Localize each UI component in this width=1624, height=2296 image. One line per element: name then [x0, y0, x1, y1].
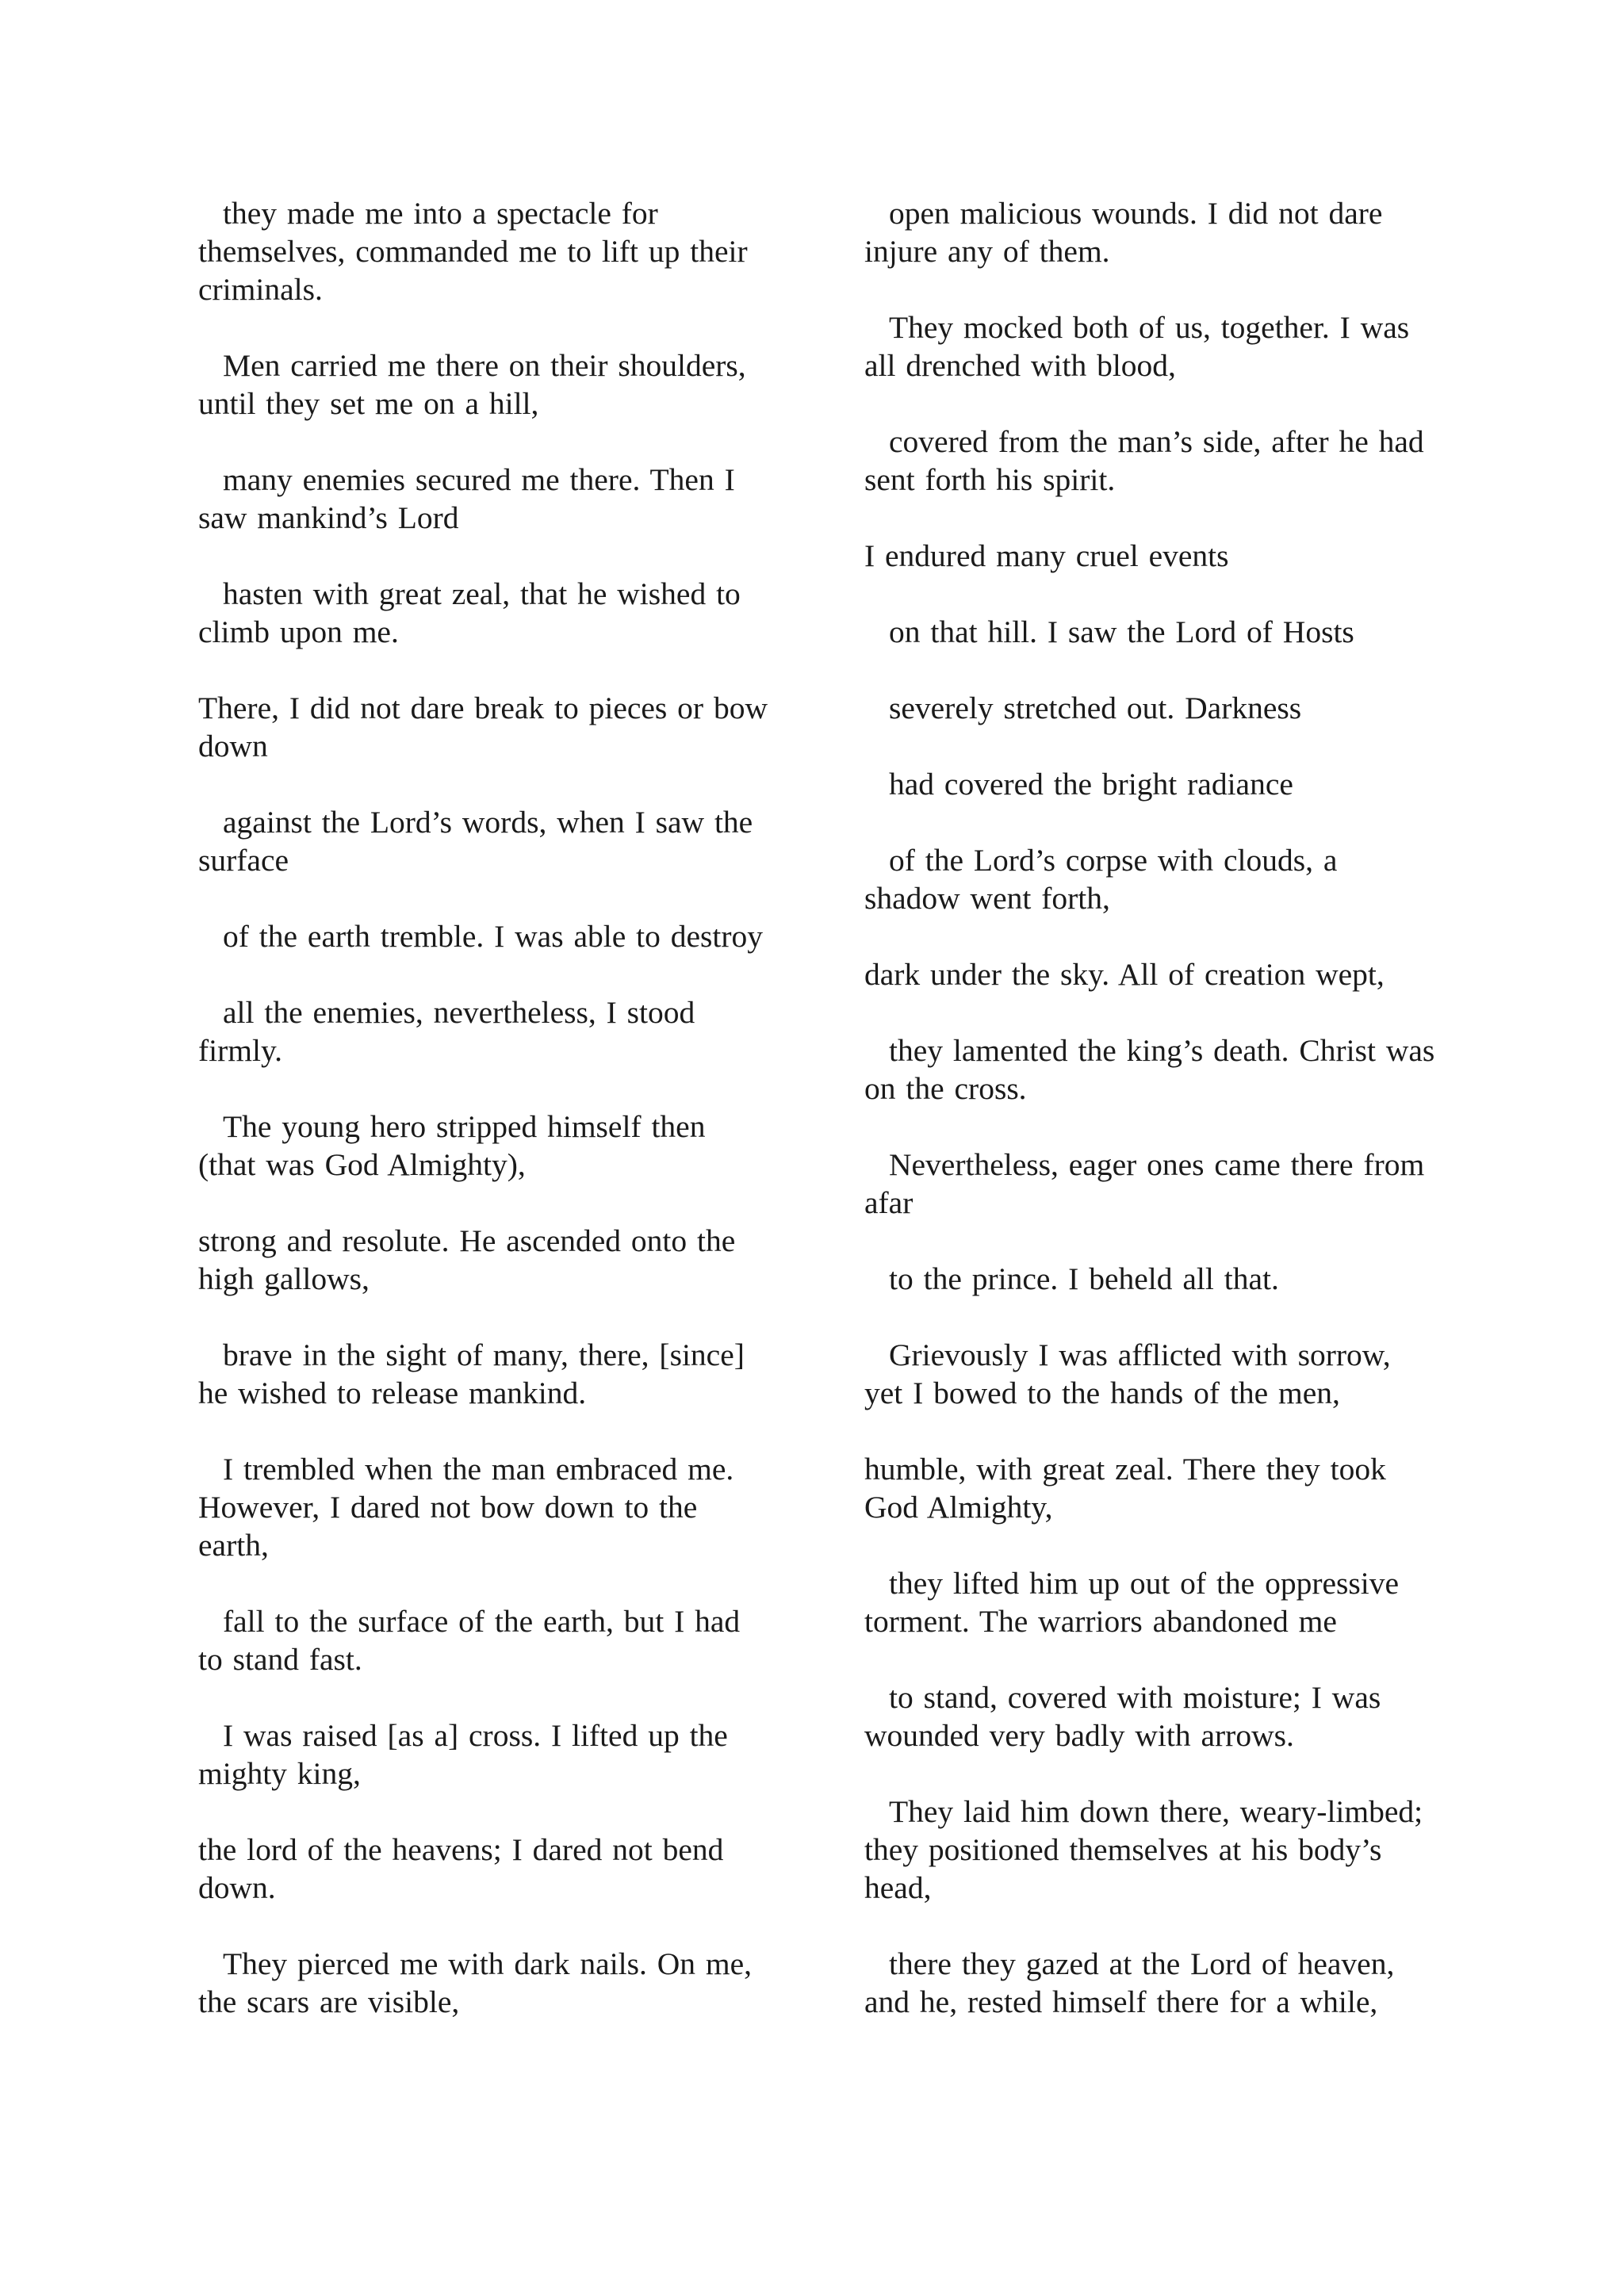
verse-paragraph: of the earth tremble. I was able to destroy: [223, 919, 763, 954]
verse-paragraph: I endured many cruel events: [864, 538, 1229, 573]
verse-paragraph: The young hero stripped himself then (that was God Almighty),: [198, 1109, 706, 1182]
verse-paragraph: humble, with great zeal. There they took God Almighty,: [864, 1452, 1386, 1525]
verse-paragraph: Grievously I was afflicted with sorrow, yet I bowed to the hands of the men,: [864, 1337, 1391, 1410]
verse-paragraph: I trembled when the man embraced me. However, I dared not bow down to the earth,: [198, 1452, 734, 1563]
left-text-column: [198, 194, 769, 2059]
verse-paragraph: many enemies secured me there. Then I saw mankind’s Lord: [198, 462, 735, 535]
right-text-column: [864, 194, 1435, 2059]
verse-paragraph: all the enemies, nevertheless, I stood firmly.: [198, 995, 695, 1068]
verse-paragraph: There, I did not dare break to pieces or bow down: [198, 691, 768, 763]
verse-paragraph: had covered the bright radiance: [889, 767, 1293, 802]
verse-paragraph: of the Lord’s corpse with clouds, a shadow went forth,: [864, 843, 1338, 916]
verse-paragraph: they lifted him up out of the oppressive torment. The warriors abandoned me: [864, 1566, 1400, 1639]
verse-paragraph: brave in the sight of many, there, [since] he wished to release mankind.: [198, 1337, 745, 1410]
verse-paragraph: on that hill. I saw the Lord of Hosts: [889, 614, 1354, 649]
verse-paragraph: covered from the man’s side, after he had sent forth his spirit.: [864, 424, 1424, 497]
verse-paragraph: there they gazed at the Lord of heaven, and he, rested himself there for a while,: [864, 1946, 1395, 2019]
verse-paragraph: dark under the sky. All of creation wept,: [864, 957, 1385, 992]
verse-paragraph: strong and resolute. He ascended onto the high gallows,: [198, 1223, 736, 1296]
verse-paragraph: severely stretched out. Darkness: [889, 691, 1302, 725]
verse-paragraph: I was raised [as a] cross. I lifted up the mighty king,: [198, 1718, 728, 1791]
verse-paragraph: open malicious wounds. I did not dare injure any of them.: [864, 196, 1383, 269]
verse-paragraph: They mocked both of us, together. I was all drenched with blood,: [864, 310, 1410, 383]
verse-paragraph: fall to the surface of the earth, but I had to stand fast.: [198, 1604, 741, 1677]
verse-paragraph: They laid him down there, weary-limbed; they positioned themselves at his body’s head,: [864, 1794, 1423, 1905]
verse-paragraph: Men carried me there on their shoulders, until they set me on a hill,: [198, 348, 746, 421]
verse-paragraph: Nevertheless, eager ones came there from afar: [864, 1147, 1425, 1220]
verse-paragraph: They pierced me with dark nails. On me, the scars are visible,: [198, 1946, 753, 2019]
verse-paragraph: to stand, covered with moisture; I was wounded very badly with arrows.: [864, 1680, 1381, 1753]
verse-paragraph: to the prince. I beheld all that.: [889, 1261, 1279, 1296]
verse-paragraph: they made me into a spectacle for themselves, commanded me to lift up their criminals.: [198, 196, 748, 307]
verse-paragraph: hasten with great zeal, that he wished to climb upon me.: [198, 576, 741, 649]
verse-paragraph: against the Lord’s words, when I saw the surface: [198, 805, 753, 878]
verse-paragraph: the lord of the heavens; I dared not bend down.: [198, 1832, 724, 1905]
verse-paragraph: they lamented the king’s death. Christ was on the cross.: [864, 1033, 1435, 1106]
